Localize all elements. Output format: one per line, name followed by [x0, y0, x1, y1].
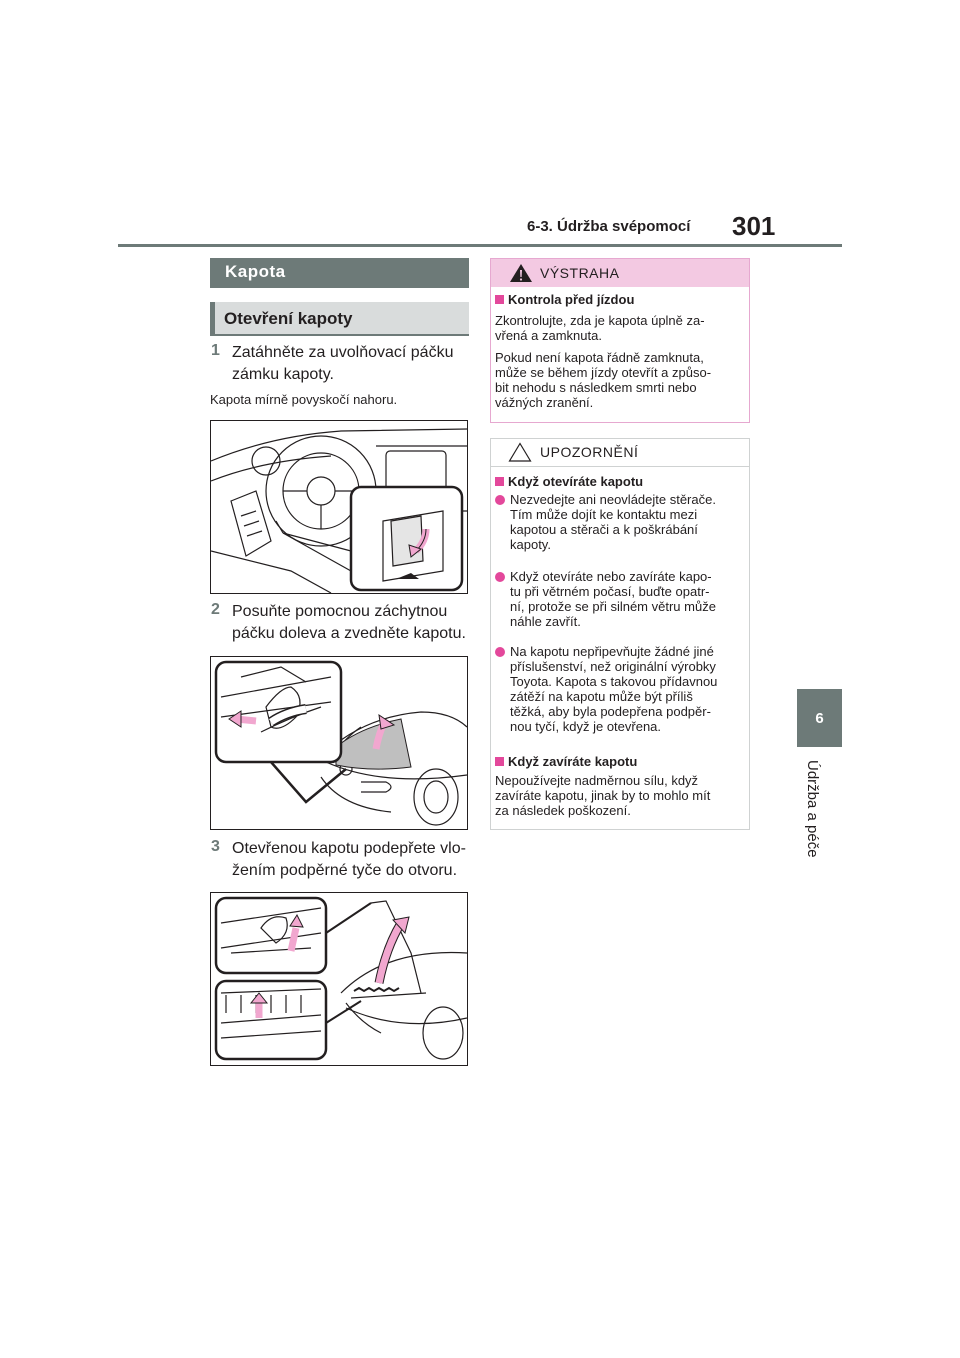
warning-heading-text: Kontrola před jízdou — [508, 292, 635, 307]
step-line: Zatáhněte za uvolňovací páčku — [232, 344, 454, 361]
dashboard-illustration — [211, 421, 467, 593]
text-line: náhle zavřít. — [510, 614, 581, 629]
hood-catch-illustration — [211, 657, 467, 829]
text-line: těžká, aby byla podepřena podpěr- — [510, 704, 711, 719]
caution-heading — [495, 754, 637, 769]
square-bullet-icon — [495, 295, 504, 304]
round-bullet-icon — [495, 647, 505, 657]
chapter-label: Údržba a péče — [804, 760, 821, 858]
text-line: Pokud není kapota řádně zamknuta, — [495, 350, 704, 365]
text-line: ní, protože se při silném větru může — [510, 599, 716, 614]
warning-para — [495, 313, 740, 343]
header-rule — [118, 244, 842, 247]
text-line: Zkontrolujte, zda je kapota úplně za- — [495, 313, 705, 328]
subheading-bar-edge — [210, 302, 215, 335]
warning-para — [495, 350, 740, 410]
figure-auxiliary-catch — [210, 656, 468, 830]
text-line: za následek poškození. — [495, 803, 631, 818]
text-line: kapoty. — [510, 537, 551, 552]
text-line: Toyota. Kapota s takovou přídavnou — [510, 674, 718, 689]
chapter-number: 6 — [815, 710, 824, 727]
step-number: 2 — [211, 601, 220, 618]
warning-heading — [495, 292, 634, 307]
square-bullet-icon — [495, 477, 504, 486]
caution-triangle-icon — [508, 442, 532, 462]
caution-bullet — [510, 644, 742, 734]
step-line: zámku kapoty. — [232, 366, 334, 383]
square-bullet-icon — [495, 757, 504, 766]
warning-triangle-icon — [509, 263, 533, 283]
text-line: vážných zranění. — [495, 395, 594, 410]
caution-bullet — [510, 492, 742, 552]
caution-heading — [495, 474, 643, 489]
caution-header-rule — [491, 466, 749, 467]
figure-release-lever — [210, 420, 468, 594]
round-bullet-icon — [495, 495, 505, 505]
caution-para — [495, 773, 740, 818]
caution-bullet — [510, 569, 742, 629]
step-number: 3 — [211, 838, 220, 855]
caution-heading-text: Když zavíráte kapotu — [508, 754, 638, 769]
text-line: tu při větrném počasí, buďte opatr- — [510, 584, 710, 599]
text-line: nou tyčí, když je otevřena. — [510, 719, 662, 734]
subheading: Otevření kapoty — [224, 309, 353, 328]
round-bullet-icon — [495, 572, 505, 582]
caution-title: UPOZORNĚNÍ — [540, 444, 639, 460]
step-number: 1 — [211, 342, 220, 359]
text-line: zátěží na kapotu může být příliš — [510, 689, 693, 704]
warning-title: VÝSTRAHA — [540, 265, 620, 281]
figure-support-rod — [210, 892, 468, 1066]
step-text — [232, 838, 477, 882]
step-line: Otevřenou kapotu podepřete vlo- — [232, 840, 466, 857]
step-text — [232, 342, 477, 386]
caution-heading-text: Když otevíráte kapotu — [508, 474, 644, 489]
text-line: Na kapotu nepřipevňujte žádné jiné — [510, 644, 714, 659]
support-rod-illustration — [211, 893, 467, 1065]
step-note: Kapota mírně povyskočí nahoru. — [210, 392, 398, 407]
text-line: Když otevíráte nebo zavíráte kapo- — [510, 569, 712, 584]
text-line: vřená a zamknuta. — [495, 328, 602, 343]
text-line: Nepoužívejte nadměrnou sílu, když — [495, 773, 699, 788]
text-line: příslušenství, než originální výrobky — [510, 659, 716, 674]
section-heading: Kapota — [225, 262, 286, 281]
chapter-label-wrap — [803, 760, 823, 870]
text-line: kapotou a stěrači a k poškrábání — [510, 522, 698, 537]
step-text — [232, 601, 477, 645]
text-line: zavíráte kapotu, jinak by to mohlo mít — [495, 788, 711, 803]
section-title: 6-3. Údržba svépomocí — [527, 218, 691, 235]
subheading-underline — [210, 334, 469, 336]
page-number: 301 — [732, 211, 776, 241]
step-line: žením podpěrné tyče do otvoru. — [232, 862, 458, 879]
text-line: bit nehodu s následkem smrti nebo — [495, 380, 697, 395]
step-line: Posuňte pomocnou záchytnou — [232, 603, 448, 620]
text-line: Nezvedejte ani neovládejte stěrače. — [510, 492, 716, 507]
text-line: Tím může dojít ke kontaktu mezi — [510, 507, 698, 522]
step-line: páčku doleva a zvedněte kapotu. — [232, 625, 466, 642]
text-line: může se během jízdy otevřít a způso- — [495, 365, 712, 380]
